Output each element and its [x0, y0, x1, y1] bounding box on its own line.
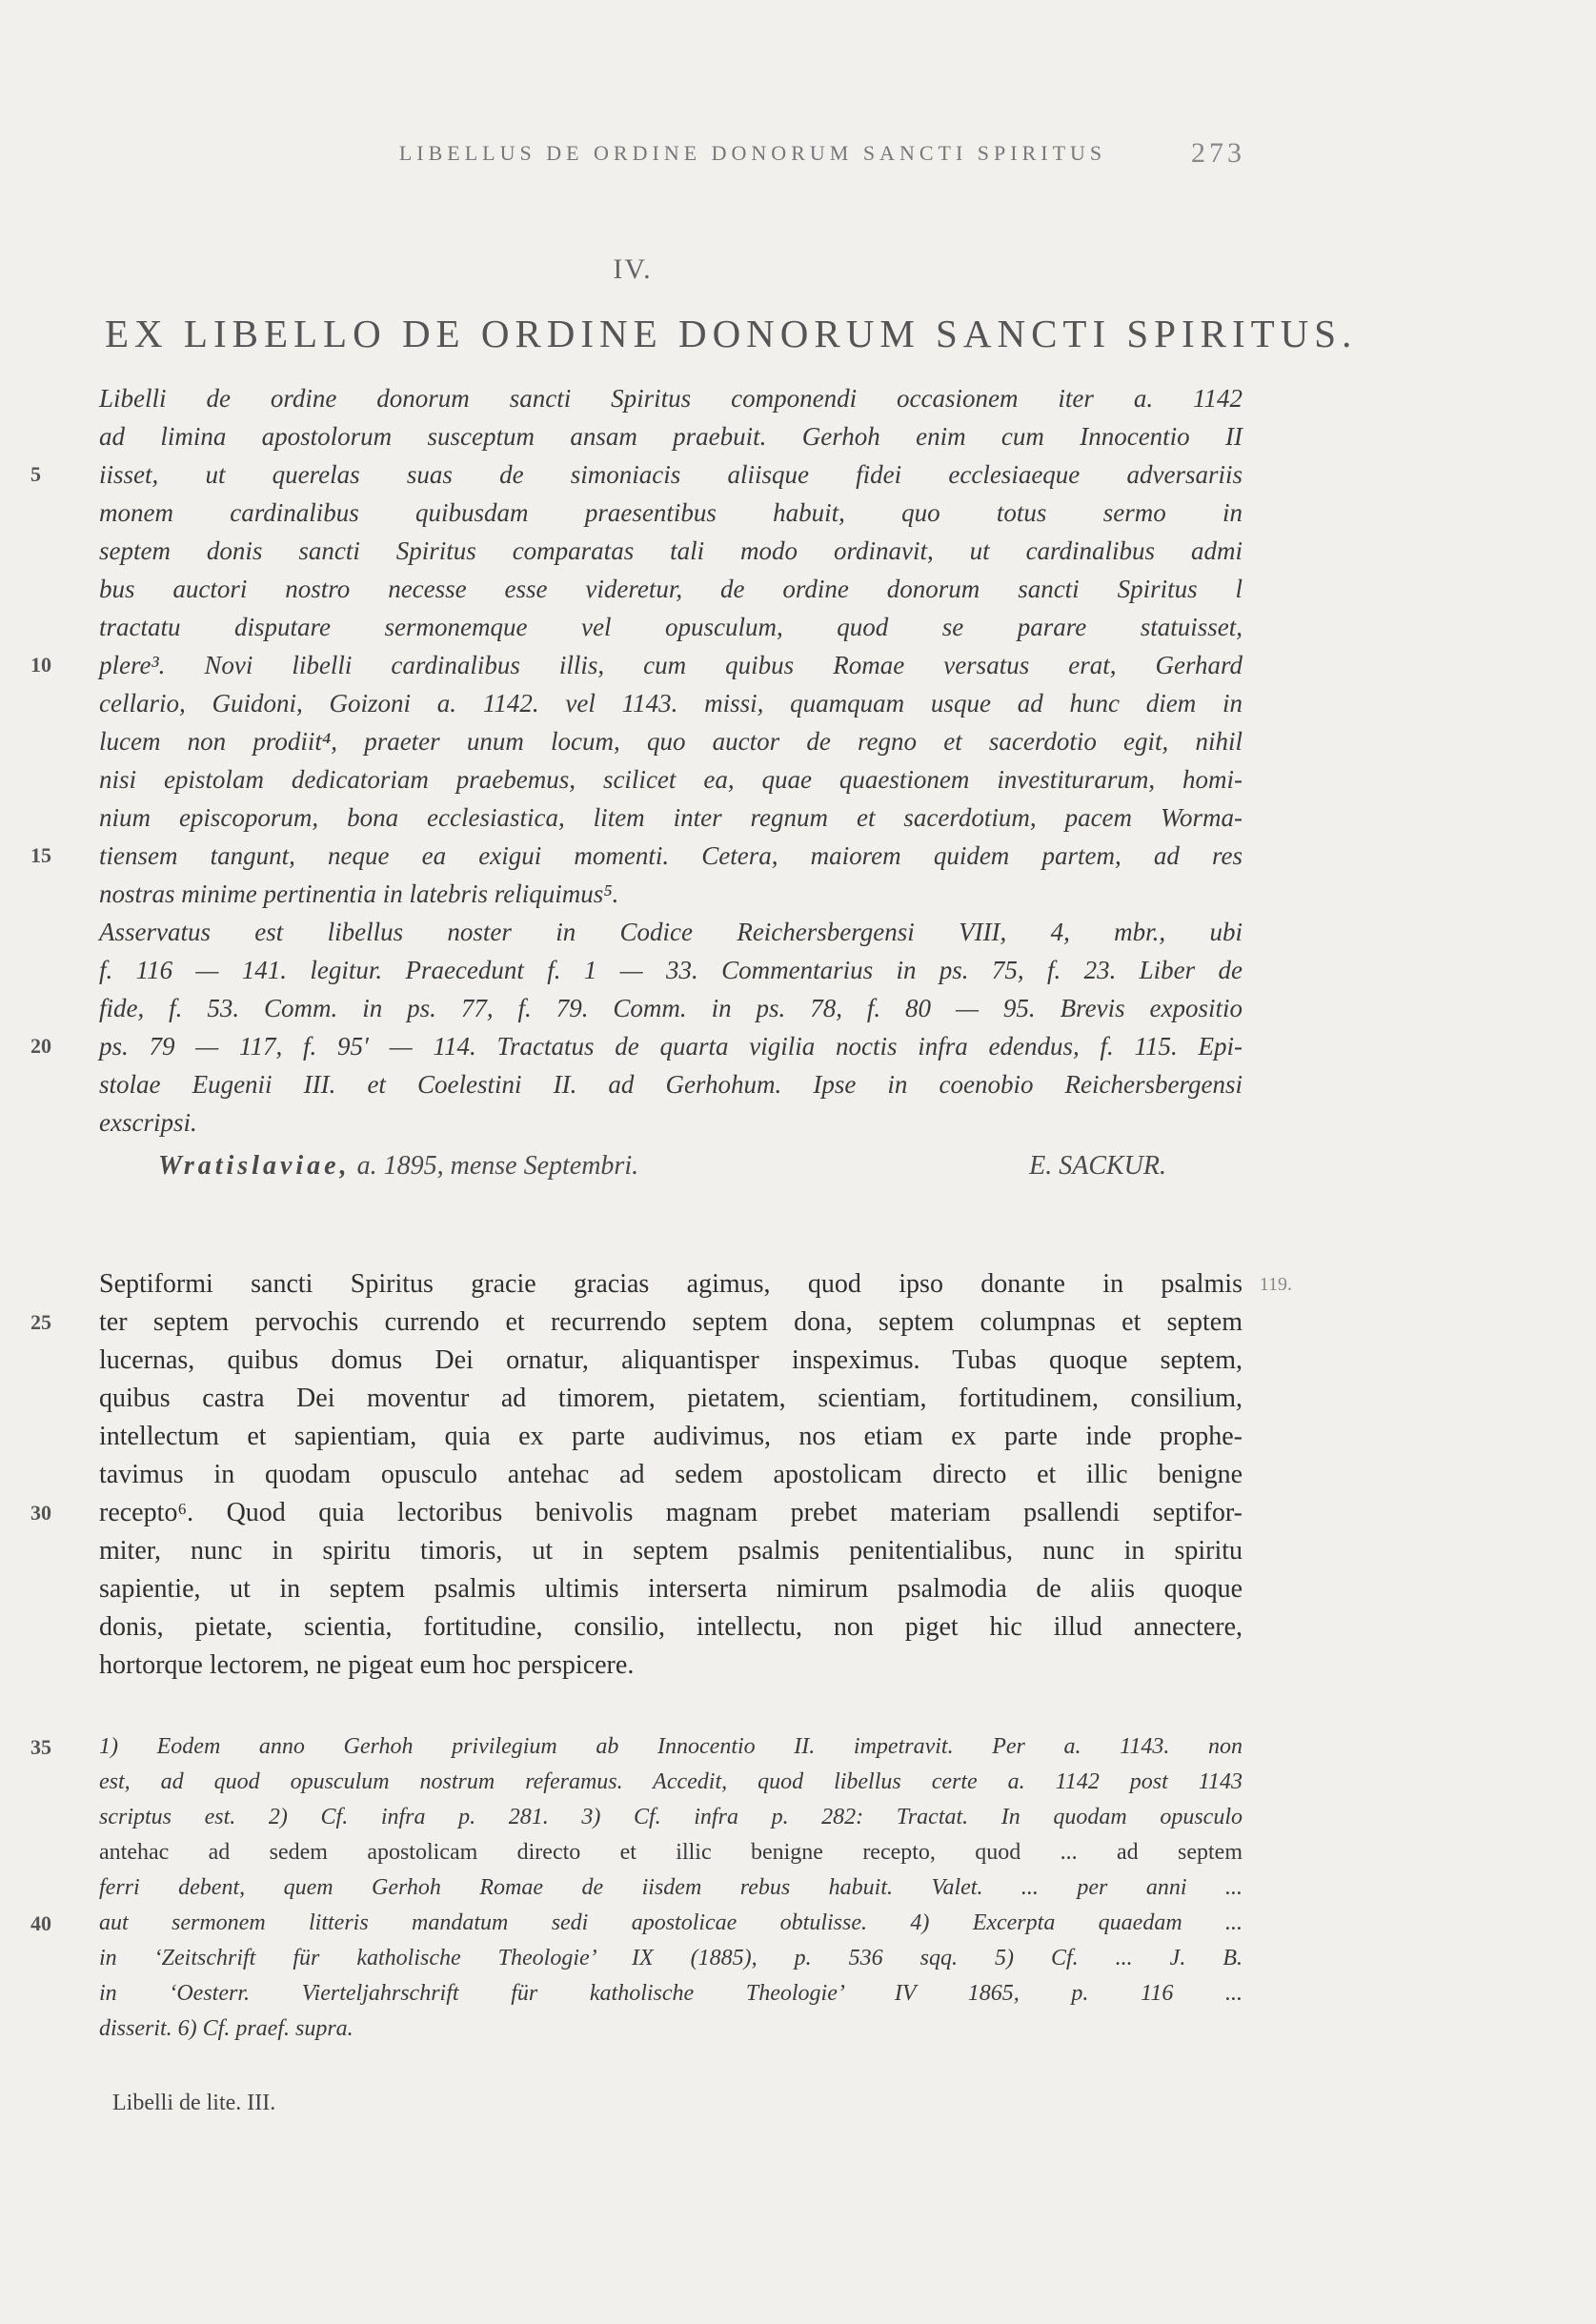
line-text: stolae Eugenii III. et Coelestini II. ad Gerhohum. Ipse in coenobio Reichersbergensi	[99, 1070, 1242, 1099]
intro-line	[30, 837, 1242, 875]
main-line	[99, 1647, 1242, 1685]
line-text: bus auctori nostro necesse esse videretur, de ordine donorum sancti Spiritus l	[99, 575, 1242, 603]
line-number: 10	[30, 653, 51, 677]
line-text: tiensem tangunt, neque ea exigui momenti. Cetera, maiorem quidem partem, ad res	[99, 841, 1242, 870]
running-head: LIBELLUS DE ORDINE DONORUM SANCTI SPIRITUS	[398, 141, 1107, 165]
line-text: fide, f. 53. Comm. in ps. 77, f. 79. Comm. in ps. 78, f. 80 — 95. Brevis expositio	[99, 994, 1242, 1022]
line-text: Libelli de ordine donorum sancti Spiritus componendi occasionem iter a. 1142	[99, 384, 1242, 413]
line-text: disserit. 6) Cf. praef. supra.	[99, 2016, 354, 2041]
line-text: f. 116 — 141. legitur. Praecedunt f. 1 — 33. Commentarius in ps. 75, f. 23. Liber de	[99, 956, 1242, 984]
line-text: hortorque lectorem, ne pigeat eum hoc perspicere.	[99, 1650, 635, 1680]
line-text: in ‘Zeitschrift für katholische Theologie’ IX (1885), p. 536 sqq. 5) Cf. ... J. B.	[99, 1946, 1242, 1970]
main-line	[99, 1418, 1242, 1456]
main-line	[99, 1265, 1292, 1303]
line-text: lucernas, quibus domus Dei ornatur, aliquantisper inspeximus. Tubas quoque septem,	[99, 1345, 1242, 1375]
intro-line	[99, 989, 1242, 1027]
intro-line	[99, 417, 1242, 455]
line-text: aut sermonem litteris mandatum sedi apostolicae obtulisse. 4) Excerpta quaedam ...	[99, 1910, 1242, 1935]
main-line	[30, 1494, 1242, 1532]
line-text: donis, pietate, scientia, fortitudine, consilio, intellectu, non piget hic illud annectere,	[99, 1612, 1242, 1642]
notes-line	[30, 1906, 1242, 1941]
line-text: plere³. Novi libelli cardinalibus illis, cum quibus Romae versatus erat, Gerhard	[99, 651, 1242, 679]
line-text: nium episcoporum, bona ecclesiastica, litem inter regnum et sacerdotium, pacem Worma-	[99, 803, 1242, 832]
line-text: est, ad quod opusculum nostrum referamus. Accedit, quod libellus certe a. 1142 post 1143	[99, 1769, 1242, 1794]
line-number: 40	[30, 1911, 51, 1935]
line-number: 5	[30, 462, 41, 486]
line-text: nostras minime pertinentia in latebris reliquimus⁵.	[99, 879, 619, 908]
line-text: exscripsi.	[99, 1108, 197, 1137]
signature	[99, 1151, 1242, 1182]
notes-line	[99, 1765, 1242, 1800]
line-text: Asservatus est libellus noster in Codice Reichersbergensi VIII, 4, mbr., ubi	[99, 918, 1242, 946]
line-text: ter septem pervochis currendo et recurrendo septem dona, septem columpnas et septem	[99, 1307, 1242, 1337]
line-text: ferri debent, quem Gerhoh Romae de iisdem rebus habuit. Valet. ... per anni ...	[99, 1875, 1242, 1900]
notes-line	[99, 1835, 1242, 1870]
line-text: Septiformi sancti Spiritus gracie gracias agimus, quod ipso donante in psalmis	[99, 1269, 1242, 1299]
line-text: tavimus in quodam opusculo antehac ad sedem apostolicam directo et illic benigne	[99, 1460, 1242, 1489]
signature-author: E. SACKUR.	[1029, 1151, 1166, 1181]
intro-line	[99, 1065, 1242, 1103]
line-text: intellectum et sapientiam, quia ex parte audivimus, nos etiam ex parte inde prophe-	[99, 1422, 1242, 1451]
intro-line	[99, 379, 1242, 417]
line-text: monem cardinalibus quibusdam praesentibus habuit, quo totus sermo in	[99, 498, 1242, 527]
notes-line	[99, 1976, 1242, 2011]
intro-line	[99, 722, 1242, 760]
signature-date: a. 1895, mense Septembri.	[356, 1151, 639, 1181]
intro-line	[99, 913, 1242, 951]
main-line	[30, 1303, 1242, 1342]
main-line	[99, 1608, 1242, 1647]
line-text: in ‘Oesterr. Vierteljahrschrift für katholische Theologie’ IV 1865, p. 116 ...	[99, 1981, 1242, 2006]
notes-line	[99, 1941, 1242, 1976]
notes-line	[99, 1800, 1242, 1835]
section-numeral: IV.	[613, 253, 653, 285]
intro-line	[30, 455, 1242, 494]
main-text	[30, 1265, 1292, 1685]
intro-line	[99, 1103, 1242, 1142]
margin-reference: 119.	[1259, 1274, 1292, 1295]
line-text: recepto⁶. Quod quia lectoribus benivolis magnam prebet materiam psallendi septifor-	[99, 1498, 1242, 1527]
line-text: ad limina apostolorum susceptum ansam praebuit. Gerhoh enim cum Innocentio II	[99, 422, 1242, 451]
line-text: cellario, Guidoni, Goizoni a. 1142. vel 1143. missi, quamquam usque ad hunc diem in	[99, 689, 1242, 717]
notes-line	[99, 1870, 1242, 1906]
line-text: lucem non prodiit⁴, praeter unum locum, quo auctor de regno et sacerdotio egit, nihil	[99, 727, 1242, 756]
line-number: 35	[30, 1735, 51, 1759]
line-number: 15	[30, 843, 51, 867]
notes-line	[99, 2011, 1242, 2047]
line-number: 25	[30, 1310, 51, 1334]
main-line	[99, 1456, 1242, 1494]
intro-line	[99, 684, 1242, 722]
main-line	[99, 1342, 1242, 1380]
line-text: nisi epistolam dedicatoriam praebemus, scilicet ea, quae quaestionem investiturarum, homi-	[99, 765, 1242, 794]
line-text: scriptus est. 2) Cf. infra p. 281. 3) Cf. infra p. 282: Tractat. In quodam opusculo	[99, 1805, 1242, 1829]
intro-line	[99, 951, 1242, 989]
main-line	[99, 1570, 1242, 1608]
line-number: 20	[30, 1034, 51, 1058]
footnotes	[30, 1729, 1242, 2047]
intro-line	[99, 760, 1242, 798]
line-text: ps. 79 — 117, f. 95′ — 114. Tractatus de quarta vigilia noctis infra edendus, f. 115. Epi-	[99, 1032, 1242, 1061]
section-title: EX LIBELLO DE ORDINE DONORUM SANCTI SPIRITUS.	[105, 312, 1358, 355]
intro-line	[99, 608, 1242, 646]
intro-line	[99, 494, 1242, 532]
intro-line	[30, 646, 1242, 684]
line-number: 30	[30, 1501, 51, 1525]
line-text: tractatu disputare sermonemque vel opusculum, quod se parare statuisset,	[99, 613, 1242, 641]
intro-line	[30, 1027, 1242, 1065]
notes-line	[30, 1729, 1242, 1765]
line-text: 1) Eodem anno Gerhoh privilegium ab Innocentio II. impetravit. Per a. 1143. non	[99, 1734, 1242, 1759]
line-text: septem donis sancti Spiritus comparatas tali modo ordinavit, ut cardinalibus admi	[99, 536, 1242, 565]
line-text: miter, nunc in spiritu timoris, ut in septem psalmis penitentialibus, nunc in spiritu	[99, 1536, 1242, 1566]
main-line	[99, 1380, 1242, 1418]
page-footer: Libelli de lite. III.	[112, 2091, 276, 2115]
intro-line	[99, 798, 1242, 837]
line-text: antehac ad sedem apostolicam directo et illic benigne recepto, quod ... ad septem	[99, 1840, 1242, 1865]
main-line	[99, 1532, 1242, 1570]
page-number: 273	[1191, 137, 1245, 169]
introduction	[30, 379, 1242, 1142]
line-text: quibus castra Dei moventur ad timorem, pietatem, scientiam, fortitudinem, consilium,	[99, 1384, 1242, 1413]
intro-line	[99, 570, 1242, 608]
line-text: sapientie, ut in septem psalmis ultimis interserta nimirum psalmodia de aliis quoque	[99, 1574, 1242, 1604]
intro-line	[99, 875, 1242, 913]
line-text: iisset, ut querelas suas de simoniacis aliisque fidei ecclesiaeque adversariis	[99, 460, 1242, 489]
signature-place: Wratislaviae,	[158, 1151, 351, 1181]
intro-line	[99, 532, 1242, 570]
